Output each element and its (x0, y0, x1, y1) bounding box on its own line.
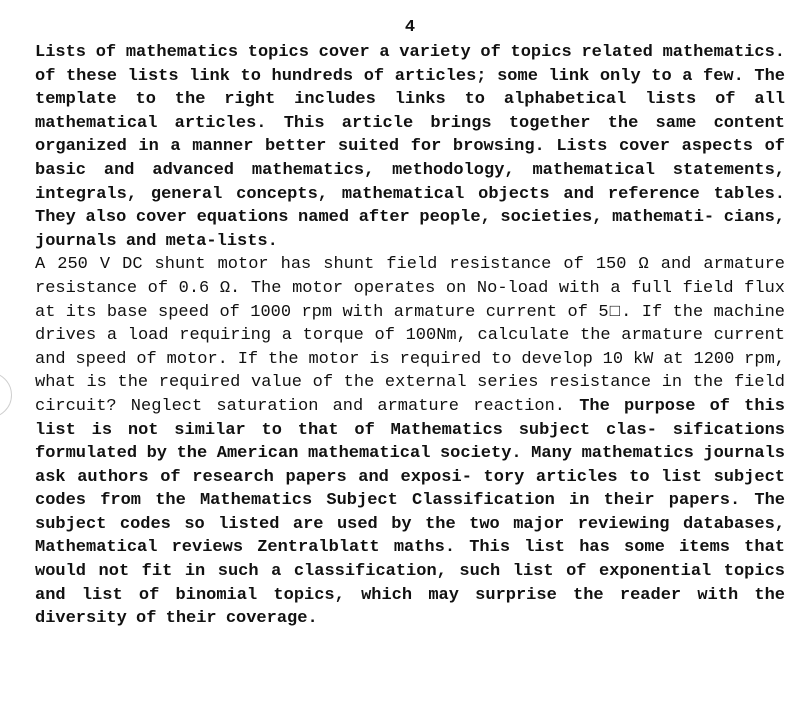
edge-circle-mark (0, 372, 12, 418)
paragraph-intro: Lists of mathematics topics cover a variety of topics related mathematics. of these lists link to hundreds of articles; some link only to a few. The template to the right includes links to alphabetical lists of all mathematical articles. This article brings together the same content organized in a manner better suited for browsing. Lists cover aspects of basic and advanced mathematics, methodology, mathematical statements, integrals, general concepts, mathematical objects and reference tables. They also cover equations named after people, societies, mathemati- cians, journals and meta-lists. (35, 43, 785, 251)
motor-problem-text: A 250 V DC shunt motor has shunt field resistance of 150 Ω and armature resistance of 0.6 Ω. The motor operates on No-load with a full field flux at its base speed of 1000 rpm with armature current of 5□. If the machine drives a load requiring a torque of 100Nm, calculate the armature current and speed of motor. If the motor is required to develop 10 kW at 1200 rpm, what is the required value of the external series resistance in the field circuit? Neglect saturation and armature reaction. (35, 255, 785, 416)
paragraph-continuation: The purpose of this list is not similar to that of Mathematics subject clas- sifications formulated by the American mathematical society. Many mathematics journals ask authors of research papers and exposi- tory articles to list subject codes from the Mathematics Subject Classification in their papers. The subject codes so listed are used by the two major reviewing databases, Mathematical reviews Zentralblatt maths. This list has some items that would not fit in such a classification, such list of exponential topics and list of binomial topics, which may surprise the reader with the diversity of their coverage. (35, 396, 785, 629)
page-number: 4 (404, 18, 416, 37)
paragraph-problem (35, 253, 785, 631)
document-body (35, 41, 785, 631)
